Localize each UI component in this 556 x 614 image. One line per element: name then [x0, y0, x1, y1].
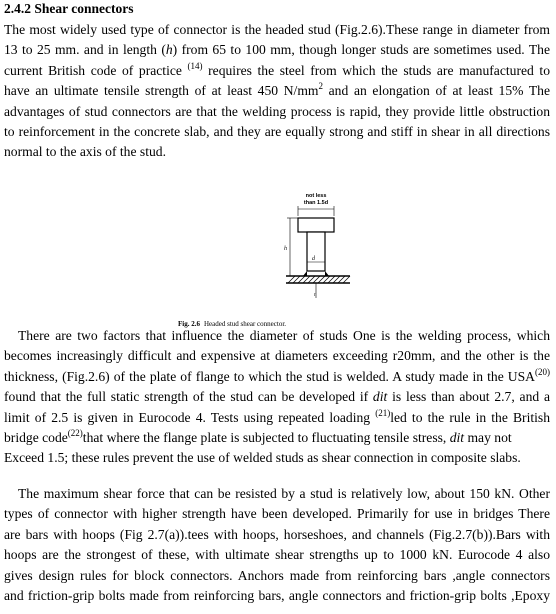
headed-stud-figure — [276, 192, 356, 318]
label-not-less: not less — [305, 193, 327, 199]
figure-caption: Fig. 2.6 Headed stud shear connector. — [178, 320, 287, 328]
stud-shank — [307, 232, 325, 271]
text-line: found that the full static strength of the stud can be developed if dit is less than about 2.7, and a — [4, 389, 550, 405]
text-line: have an ultimate tensile strength of at least 450 $N/mm^2$ and an elongation of at least 15% The — [4, 81, 550, 99]
reference-superscript: (14) — [187, 60, 203, 71]
text-line: to reinforcement in the concrete slab, and they are equally strong and stiff in shear in all directions — [4, 124, 550, 140]
stud-head — [298, 218, 334, 232]
text-line: normal to the axis of the stud. — [4, 144, 166, 160]
text-line: hoops are the strongest of these, with ultimate shear strengths up to 1000 kN. Eurocode 4 also — [4, 547, 550, 563]
text-line: Exceed 1.5; these rules prevent the use of welded studs as shear connection in composite slabs. — [4, 450, 521, 466]
label-d: d — [312, 256, 315, 262]
paragraph-stud-diameter-factors — [4, 326, 550, 469]
text-line: The most widely used type of connector is the headed stud (Fig.2.6).These range in diameter from — [4, 22, 550, 37]
text-line: bridge code$^{(22)}$that where the flange plate is subjected to fluctuating tensile stress, dit may not — [4, 428, 512, 446]
section-heading: 2.4.2 Shear connectors — [4, 1, 134, 16]
reference-superscript: (20) — [535, 366, 550, 377]
text-line: are bars with hoops (Fig 2.7(a)).tees with hoops, horseshoes, and channels (Fig.2.7(b)).Bars with — [4, 526, 550, 542]
text-line: gives design rules for block connectors. Anchors made from reinforcing bars ,angle connectors — [4, 567, 550, 583]
text-line: thickness, (Fig.2.6) of the plate of flange to which the stud is welded. A study made in the USA$^{(20)}$ — [4, 366, 550, 384]
label-h: h — [284, 246, 287, 252]
paragraph-headed-stud-intro — [4, 20, 550, 163]
text-line: and friction-grip bolts made from reinforcing bars, angle connectors and friction-grip bolts ,Epoxy — [4, 588, 550, 604]
reference-superscript: (21) — [375, 407, 391, 418]
text-line: The maximum shear force that can be resisted by a stud is relatively low, about 150 kN. Other — [18, 486, 550, 501]
text-line: becomes increasingly difficult and expensive at diameters exceeding r20mm, and the other is the — [4, 348, 550, 364]
text-line: current British code of practice $^{(14)}$ requires the steel from which the studs are manufactured to — [4, 60, 550, 78]
label-than: than 1.5d — [303, 200, 329, 206]
headed-stud-diagram — [276, 192, 356, 318]
text-line: limit of 2.5 is given in Eurocode 4. Tests using repeated loading $^{(21)}$led to the rule in the British — [4, 407, 550, 425]
text-line: 13 to 25 mm. and in length (h) from 65 to 100 mm, though longer studs are sometimes used. The — [4, 42, 550, 58]
reference-superscript: (22) — [67, 428, 83, 439]
text-line: types of connector with higher strength have been developed. Primarily for use in bridges There — [4, 506, 550, 522]
label-t: t — [314, 293, 316, 298]
text-line: There are two factors that influence the diameter of studs One is the welding process, which — [18, 328, 550, 343]
text-line: advantages of stud connectors are that the welding process is rapid, they provide little obstruction — [4, 103, 550, 119]
flange-plate-hatch — [288, 276, 350, 283]
paragraph-other-connectors — [4, 484, 550, 606]
